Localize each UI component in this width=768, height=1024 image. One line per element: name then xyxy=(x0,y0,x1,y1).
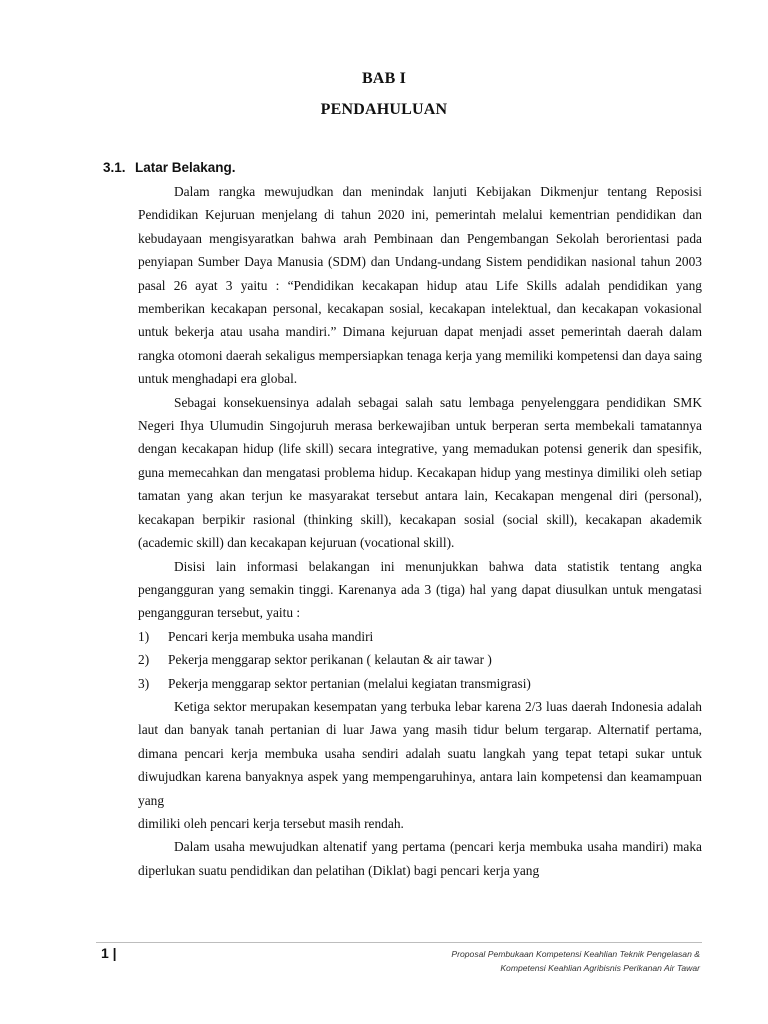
paragraph: Dalam usaha mewujudkan altenatif yang pertama (pencari kerja membuka usaha mandiri) maka diperlukan suatu pendidikan dan pelatihan (Diklat) bagi pencari kerja yang xyxy=(138,839,702,878)
footer-line: Proposal Pembukaan Kompetensi Keahlian Teknik Pengelasan & xyxy=(451,949,700,959)
section-heading xyxy=(103,160,236,175)
list-marker: 2) xyxy=(138,652,150,668)
footer-caption xyxy=(340,948,700,975)
list-item xyxy=(138,672,702,695)
chapter-title: PENDAHULUAN xyxy=(320,101,448,118)
section-title: Latar Belakang. xyxy=(135,160,236,175)
numbered-list xyxy=(138,625,702,695)
list-item-text: Pekerja menggarap sektor pertanian (melalui kegiatan transmigrasi) xyxy=(168,675,531,691)
list-marker: 1) xyxy=(138,628,150,644)
body-text xyxy=(138,180,702,882)
paragraph: Sebagai konsekuensinya adalah sebagai salah satu lembaga penyelenggara pendidikan SMK Negeri Ihya Ulumudin Singojuruh merasa berkewajiban untuk berperan serta membekali tamatannya dengan kecakapan hidup (life skill) secara integrative, yang memadukan potensi generik dan spesifik, guna memecahkan dan mengatasi problema hidup. Kecakapan hidup yang mestinya dimiliki oleh setiap tamatan yang akan terjun ke masyarakat tersebut antara lain, Kecakapan mengenal diri (personal), kecakapan berpikir rasional (thinking skill), kecakapan sosial (social skill), kecakapan akademik (academic skill) dan kecakapan kejuruan (vocational skill). xyxy=(138,394,702,551)
paragraph: Disisi lain informasi belakangan ini menunjukkan bahwa data statistik tentang angka pengangguran yang semakin tinggi. Karenanya ada 3 (tiga) hal yang dapat diusulkan untuk mengatasi pengangguran tersebut, yaitu : xyxy=(138,558,702,621)
list-item xyxy=(138,625,702,648)
list-item-text: Pekerja menggarap sektor perikanan ( kelautan & air tawar ) xyxy=(168,652,492,668)
chapter-number: BAB I xyxy=(361,70,407,87)
footer-divider xyxy=(96,942,702,943)
list-item xyxy=(138,648,702,671)
page-number: 1 | xyxy=(101,945,117,961)
paragraph-continuation: dimiliki oleh pencari kerja tersebut masih rendah. xyxy=(138,815,404,831)
list-item-text: Pencari kerja membuka usaha mandiri xyxy=(168,628,374,644)
paragraph: Dalam rangka mewujudkan dan menindak lanjuti Kebijakan Dikmenjur tentang Reposisi Pendidikan Kejuruan menjelang di tahun 2020 ini, pemerintah melalui kementrian pendidikan dan kebudayaan mengisyaratkan bahwa arah Pembinaan dan Pengembangan Sekolah berorientasi pada penyiapan Sumber Daya Manusia (SDM) dan Undang-undang Sistem pendidikan nasional tahun 2003 pasal 26 ayat 3 yaitu : “Pendidikan kecakapan hidup atau Life Skills adalah pendidikan yang memberikan kecakapan personal, kecakapan sosial, kecakapan intelektual, dan kecakapan vokasional untuk bekerja atau usaha mandiri.” Dimana kejuruan dapat menjadi asset pemerintah daerah dalam rangka otomoni daerah sekaligus mempersiapkan tenaga kerja yang memiliki kompetensi dan daya saing untuk menghadapi era global. xyxy=(138,184,702,387)
section-number: 3.1. xyxy=(103,160,126,175)
paragraph: Ketiga sektor merupakan kesempatan yang terbuka lebar karena 2/3 luas daerah Indonesia adalah laut dan banyak tanah pertanian di luar Jawa yang masih tidur belum tergarap. Alternatif pertama, dimana pencari kerja membuka usaha sendiri adalah suatu langkah yang tepat tetapi sukar untuk diwujudkan karena banyaknya aspek yang mempengaruhinya, antara lain kompetensi dan keamampuan yang xyxy=(138,698,702,808)
list-marker: 3) xyxy=(138,675,150,691)
footer-line: Kompetensi Keahlian Agribisnis Perikanan Air Tawar xyxy=(500,962,700,973)
